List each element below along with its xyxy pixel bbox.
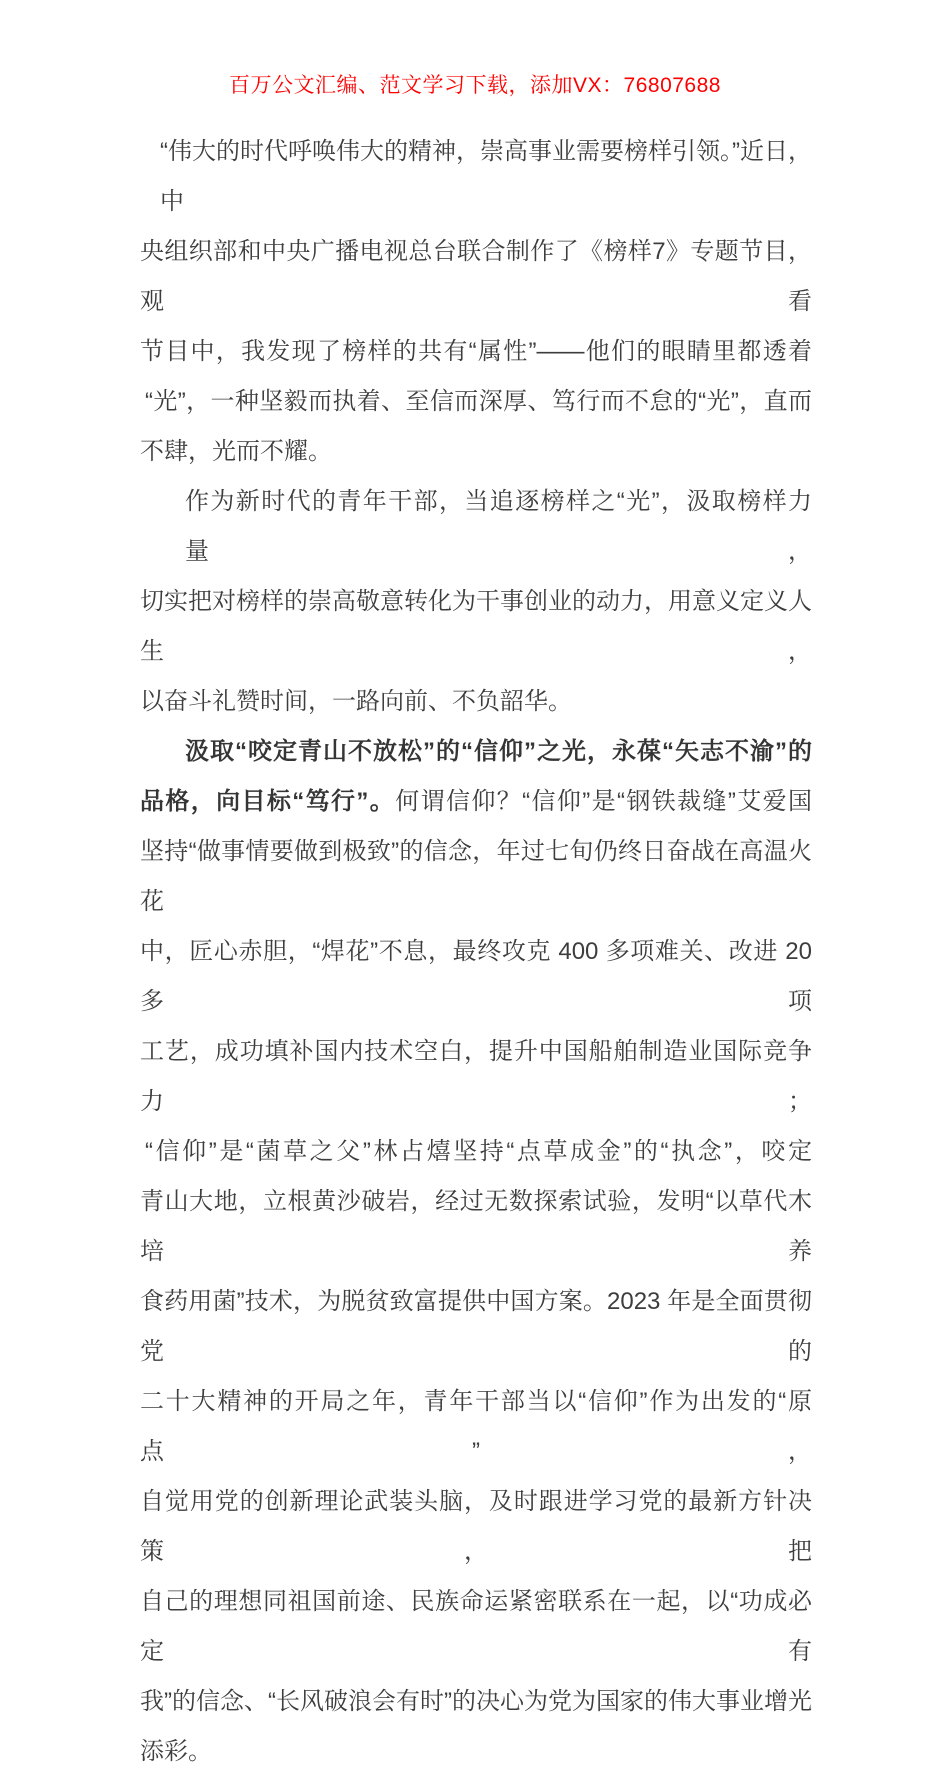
document-line [140,227,812,327]
document-line [140,927,812,1027]
document-line [140,477,812,577]
text-segment: 节目中，我发现了榜样的共有“属性”——他们的眼睛里都透着 [140,338,812,365]
document-line [140,677,812,727]
text-segment: 我”的信念、“长风破浪会有时”的决心为党为国家的伟大事业增光 [140,1688,812,1715]
text-segment: 切实把对榜样的崇高敬意转化为干事创业的动力，用意义定义人生， [140,588,812,665]
text-segment: 作为新时代的青年干部，当追逐榜样之“光”，汲取榜样力量， [185,488,812,565]
text-segment: 汲取“咬定青山不放松”的“信仰”之光，永葆“矢志不渝”的 [185,738,812,765]
text-segment: 央组织部和中央广播电视总台联合制作了《榜样7》专题节目，观看 [140,238,812,315]
document-line [140,327,812,377]
document-line [140,727,812,777]
document-line [140,1477,812,1577]
document-line [140,827,812,927]
text-segment: 何谓信仰？“信仰”是“钢铁裁缝”艾爱国 [395,788,813,815]
text-segment: 以奋斗礼赞时间，一路向前、不负韶华。 [140,688,572,715]
document-line [140,1127,812,1177]
document-line [140,1727,812,1777]
document-line [140,577,812,677]
text-segment: 青山大地，立根黄沙破岩，经过无数探索试验，发明“以草代木培养 [140,1188,812,1265]
document-line [140,1177,812,1277]
text-segment: 食药用菌”技术，为脱贫致富提供中国方案。2023 年是全面贯彻党的 [140,1288,812,1365]
text-segment: 不肆，光而不耀。 [140,438,332,465]
document-line [140,127,812,227]
text-segment: 自觉用党的创新理论武装头脑，及时跟进学习党的最新方针决策，把 [140,1488,812,1565]
document-line [140,777,812,827]
text-segment: 中，匠心赤胆，“焊花”不息，最终攻克 400 多项难关、改进 20 多项 [140,938,812,1015]
document-line [140,1577,812,1677]
paragraph [140,727,812,1777]
header-notice: 百万公文汇编、范文学习下载，添加VX：76807688 [229,74,721,97]
document-line [140,377,812,427]
text-segment: 工艺，成功填补国内技术空白，提升中国船舶制造业国际竞争力； [140,1038,812,1115]
text-segment: 坚持“做事情要做到极致”的信念，年过七旬仍终日奋战在高温火花 [140,838,812,915]
document-body [140,127,812,1777]
document-line [140,1277,812,1377]
text-segment: 品格，向目标“笃行”。 [140,788,396,815]
text-segment: “光”，一种坚毅而执着、至信而深厚、笃行而不怠的“光”，直而 [145,388,812,415]
document-line [140,427,812,477]
paragraph [140,127,812,477]
document-line [140,1677,812,1727]
document-line [140,1027,812,1127]
text-segment: 二十大精神的开局之年，青年干部当以“信仰”作为出发的“原点”， [140,1388,812,1465]
document-line [140,1377,812,1477]
text-segment: 自己的理想同祖国前途、民族命运紧密联系在一起，以“功成必定有 [140,1588,812,1665]
text-segment: 添彩。 [140,1738,212,1765]
paragraph [140,477,812,727]
text-segment: “伟大的时代呼唤伟大的精神，崇高事业需要榜样引领。”近日，中 [160,138,812,215]
text-segment: “信仰”是“菌草之父”林占熺坚持“点草成金”的“执念”，咬定 [145,1138,812,1165]
